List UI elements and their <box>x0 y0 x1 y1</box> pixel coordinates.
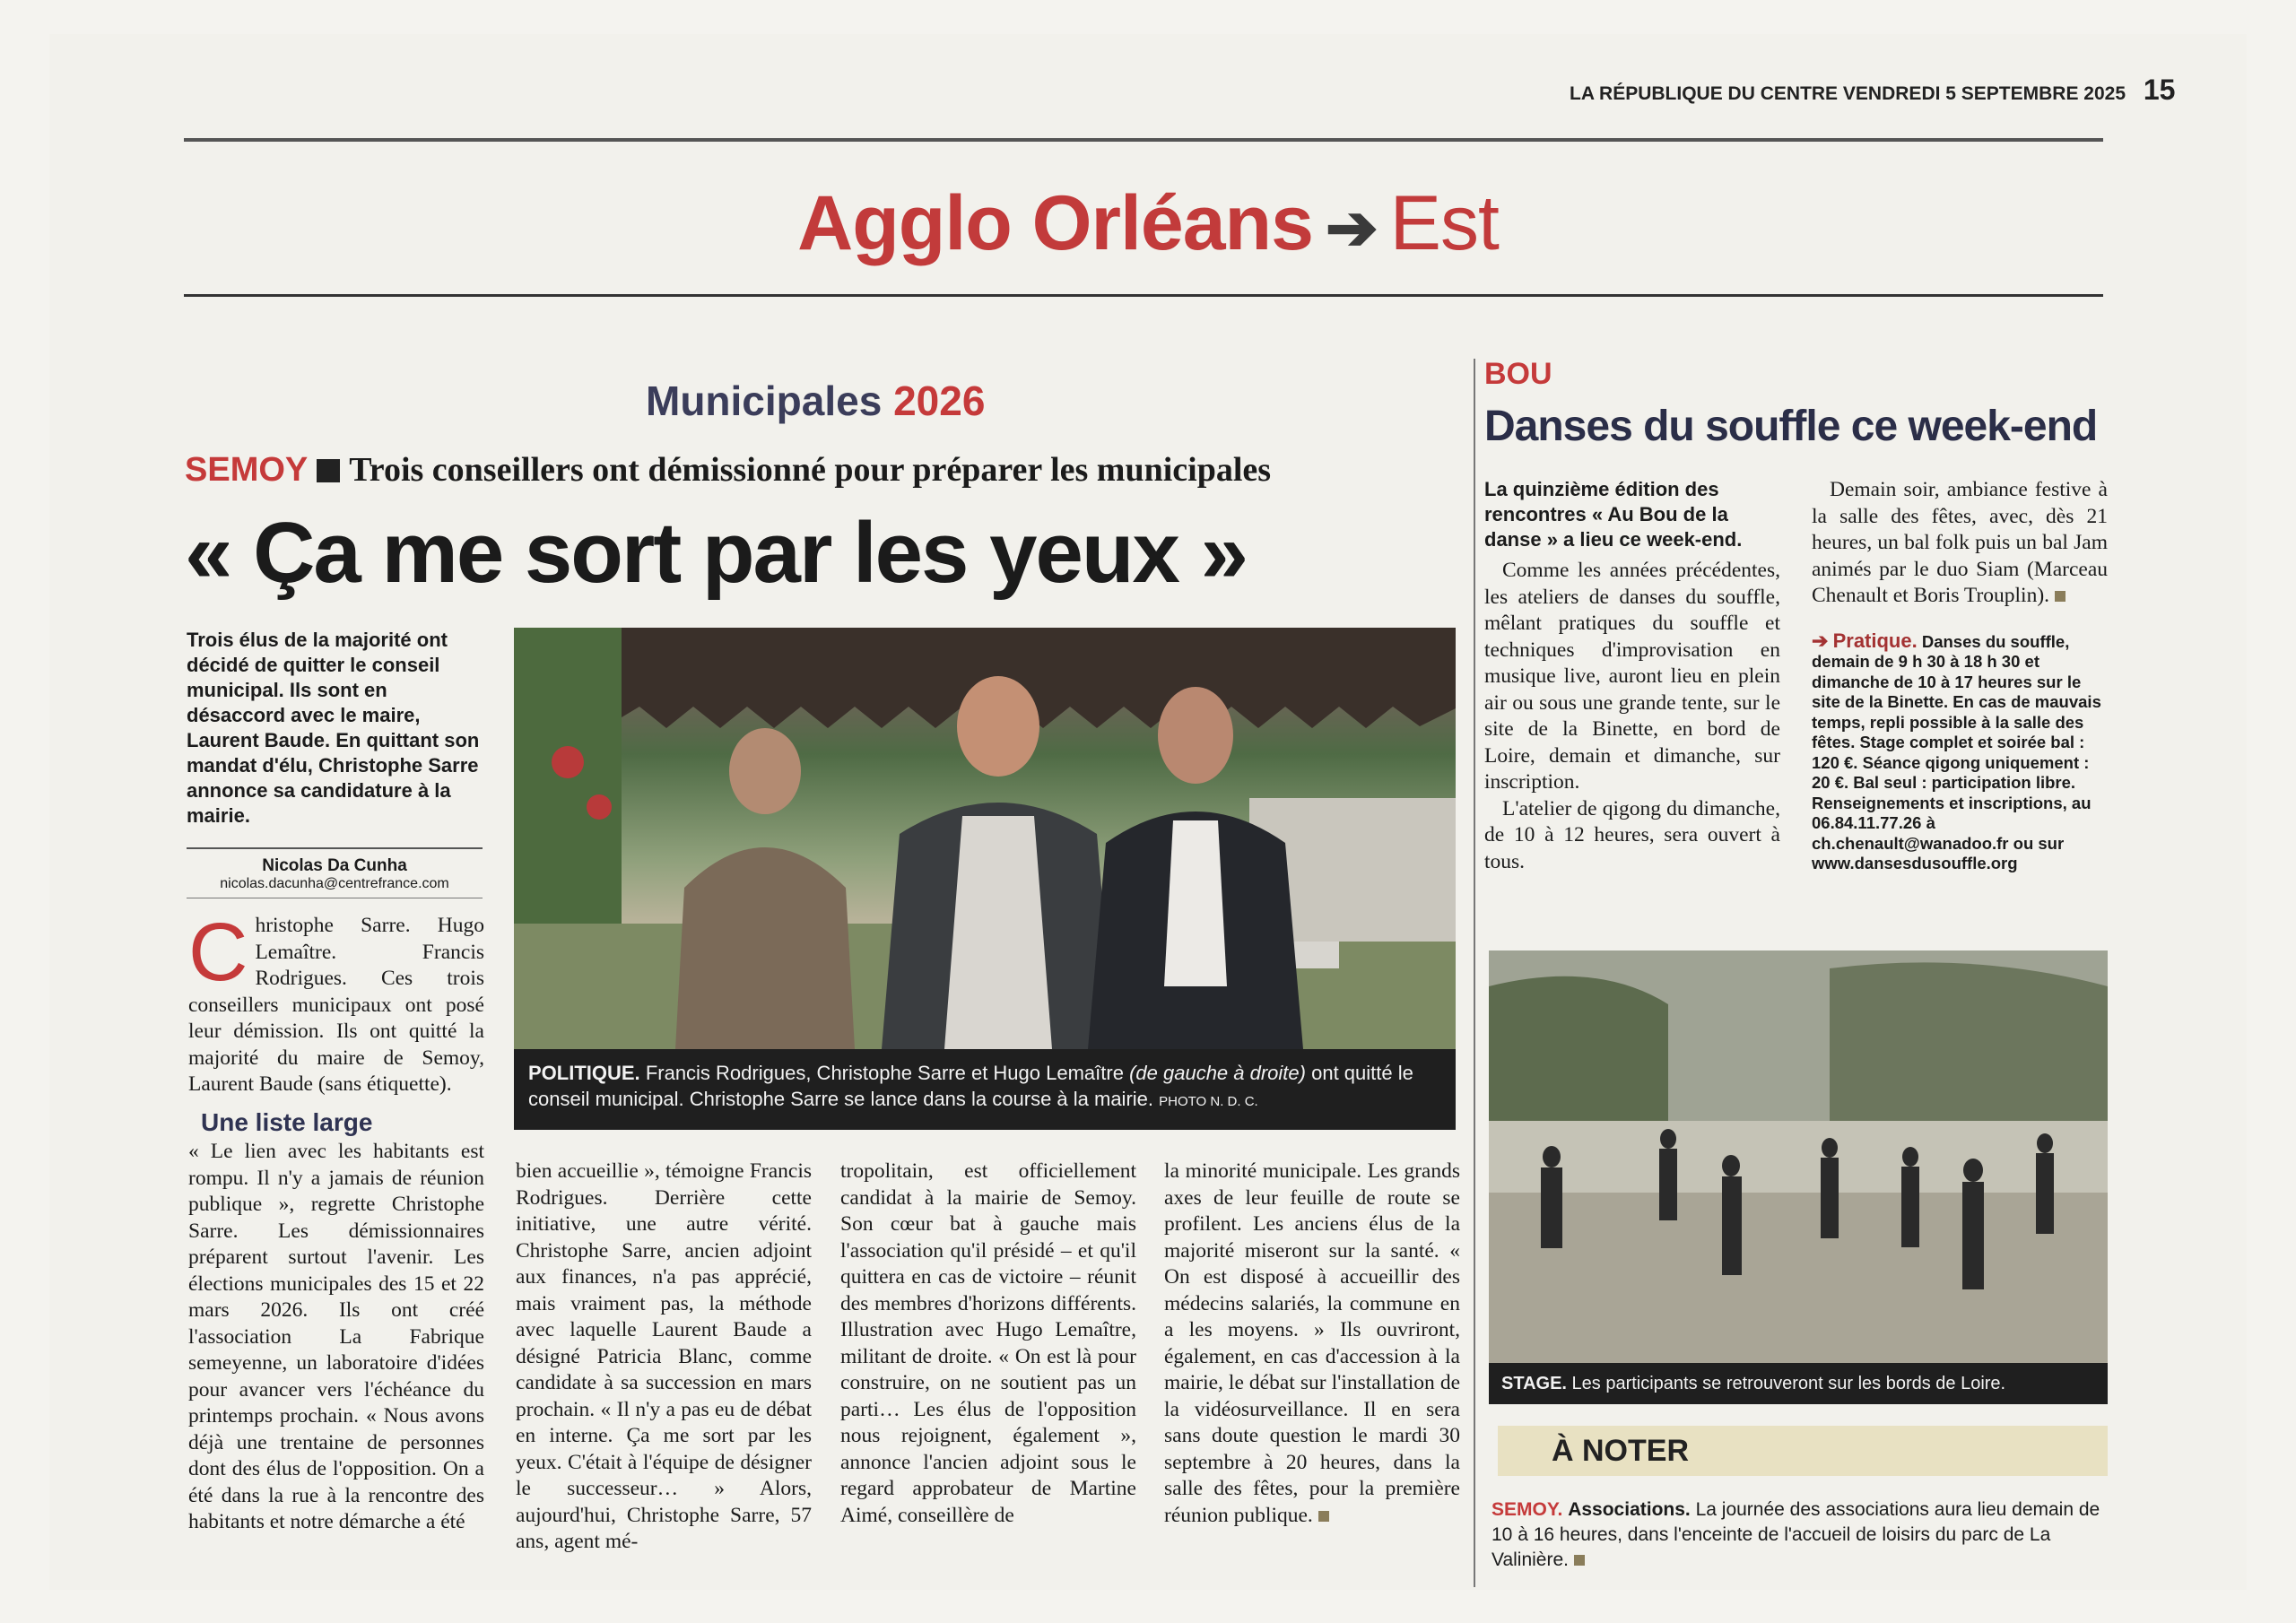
brief-header: À NOTER <box>1498 1426 2108 1476</box>
issue-date: VENDREDI 5 SEPTEMBRE 2025 <box>1842 83 2126 104</box>
page-number: 15 <box>2143 74 2176 106</box>
article-lead: Trois élus de la majorité ont décidé de quitter le conseil municipal. Ils sont en désaccord avec le maire, Laurent Baude. En quittant son mandat d'élu, Christophe Sarre annonce sa candidature à la mairie. <box>187 629 480 827</box>
caption-label: POLITIQUE. <box>528 1062 640 1084</box>
author-name: Nicolas Da Cunha <box>262 856 407 875</box>
section-title-sub: Est <box>1389 180 1499 266</box>
top-rule <box>184 138 2103 142</box>
practical-info <box>1812 631 2108 874</box>
caption-italic: (de gauche à droite) <box>1129 1062 1306 1084</box>
practical-label: Pratique. <box>1832 629 1918 652</box>
square-bullet-icon <box>317 459 340 482</box>
end-mark-icon <box>1318 1511 1329 1522</box>
paragraph: hristophe Sarre. Hugo Lemaître. Francis Rodrigues. Ces trois conseillers municipaux ont posé leur démission. Ils ont quitté la majorité du maire de Semoy, Laurent Baude (sans étiquette). <box>188 914 484 1096</box>
location-label: SEMOY <box>185 451 309 489</box>
side-headline: Danses du souffle ce week-end <box>1484 403 2098 450</box>
side-location: BOU <box>1484 357 1552 391</box>
caption-text: Francis Rodrigues, Christophe Sarre et Hugo Lemaître <box>645 1062 1124 1084</box>
section-title-main: Agglo Orléans <box>797 180 1313 266</box>
caption-text-2: ont quitté le conseil municipal. Christophe Sarre se lance dans la course à la mairie. <box>528 1062 1413 1110</box>
end-mark-icon <box>1574 1555 1585 1566</box>
article-headline: « Ça me sort par les yeux » <box>185 505 1247 601</box>
brief-location: SEMOY. <box>1492 1499 1563 1520</box>
article-column-2: bien accueillie », témoigne Francis Rodrigues. Derrière cette initiative, une autre vérité. Christophe Sarre, ancien adjoint aux finances, n'a pas apprécié, mais vraiment pas, la méthode avec laquelle Laurent Baude a désigné Patricia Blanc, comme candidate à sa succession en mars prochain. « Il n'y a pas eu de débat en interne. Ça me sort par les yeux. C'était à l'équipe de désigner le successeur… » Alors, aujourd'hui, Christophe Sarre, 57 ans, agent mé- <box>516 1159 812 1553</box>
photo-caption <box>514 1049 1456 1130</box>
side-column-1 <box>1484 477 1780 875</box>
brief-label: Associations. <box>1568 1499 1691 1520</box>
practical-text: Danses du souffle, demain de 9 h 30 à 18 h 30 et dimanche de 10 à 17 heures sur le site de la Binette. En cas de mauvais temps, repli possible à la salle des fêtes. Stage complet et soirée bal : 120 €. Séance qigong uniquement : 20 €. Bal seul : participation libre. Renseignements et inscriptions, au 06.84.11.77.26 à ch.chenault@wanadoo.fr ou sur www.dansesdusouffle.org <box>1812 631 2101 872</box>
caption-text: Les participants se retrouveront sur les bords de Loire. <box>1571 1374 2006 1393</box>
kicker-year: 2026 <box>893 378 986 424</box>
end-mark-icon <box>2055 591 2066 602</box>
brief-text: La journée des associations aura lieu demain de 10 à 16 heures, dans l'enceinte de l'accueil de loisirs du parc de La Valinière. <box>1492 1499 2100 1570</box>
side-lead: La quinzième édition des rencontres « Au Bou de la danse » a lieu ce week-end. <box>1484 478 1743 551</box>
article-photo <box>514 628 1456 1049</box>
article-column-3: tropolitain, est officiellement candidat à la mairie de Semoy. Son cœur bat à gauche mais l'association qu'il présidé – et qu'il quittera en cas de victoire – réunit des membres d'horizons différents. Illustration avec Hugo Lemaître, militant de droite. « On est là pour construire, on ne soutient pas un parti… Les élus de l'opposition nous rejoignent, également », annonce l'ancien adjoint sous le regard approbateur de Martine Aimé, conseillère de <box>840 1159 1136 1527</box>
byline <box>187 847 483 898</box>
subhead-text: Trois conseillers ont démissionné pour préparer les municipales <box>349 451 1272 489</box>
side-column-2 <box>1812 477 2108 874</box>
photo-credit: PHOTO N. D. C. <box>1159 1094 1258 1109</box>
arrow-icon: ➔ <box>1325 193 1378 263</box>
folio <box>1570 74 2175 107</box>
intertitle: Une liste large <box>201 1107 373 1136</box>
article-subhead <box>185 450 1271 490</box>
article-column-4 <box>1164 1159 1460 1529</box>
paragraph <box>1812 477 2108 610</box>
paragraph: L'atelier de qigong du dimanche, de 10 à 12 heures, sera ouvert à tous. <box>1484 796 1780 873</box>
section-title <box>0 179 2296 268</box>
drop-cap: C <box>188 907 248 998</box>
arrow-right-icon: ➔ <box>1812 629 1829 652</box>
publication-name: LA RÉPUBLIQUE DU CENTRE <box>1570 83 1839 104</box>
kicker-label: Municipales <box>646 378 883 424</box>
paragraph: Comme les années précédentes, les ateliers de danses du souffle, mêlant pratiques du souffle et techniques d'improvisation en musique live, auront lieu en plein air ou sous une grande tente, sur le site de la Binette, en bord de Loire, demain et dimanche, sur inscription. <box>1484 559 1780 794</box>
article-column-1 <box>188 907 484 1536</box>
caption-label: STAGE. <box>1501 1374 1567 1393</box>
side-photo <box>1489 950 2108 1363</box>
paragraph: « Le lien avec les habitants est rompu. Il n'y a jamais de réunion publique », regrette Christophe Sarre. Les démissionnaires préparent surtout l'avenir. Les élections municipales des 15 et 22 mars 2026. Ils ont créé l'association La Fabrique semeyenne, un laboratoire d'idées pour avancer vers l'échéance du printemps prochain. « Nous avons déjà une trentaine de personnes dont des élus de l'opposition. On a été dans la rue à la rencontre des habitants et notre démarche a été <box>188 1140 484 1533</box>
section-rule <box>184 294 2103 297</box>
brief-item <box>1492 1497 2110 1573</box>
column-divider <box>1474 359 1475 1587</box>
article-kicker <box>646 377 985 425</box>
author-email[interactable]: nicolas.dacunha@centrefrance.com <box>187 876 483 898</box>
paragraph: la minorité municipale. Les grands axes de leur feuille de route se profilent. Les anciens élus de la majorité miseront sur la santé. « On est disposé à accueillir des médecins salariés, la commune en a les moyens. » Ils ouvriront, également, en cas d'accession à la mairie, le débat sur l'installation de la vidéosurveillance. Il en sera sans doute question le mardi 30 septembre à 20 heures, dans la salle des fêtes, pour la première réunion publique. <box>1164 1159 1460 1527</box>
side-photo-caption <box>1489 1363 2108 1404</box>
paragraph-text: Demain soir, ambiance festive à la salle des fêtes, avec, dès 21 heures, un bal folk puis un bal Jam animés par le duo Siam (Marceau Chenault et Boris Trouplin). <box>1812 478 2108 607</box>
